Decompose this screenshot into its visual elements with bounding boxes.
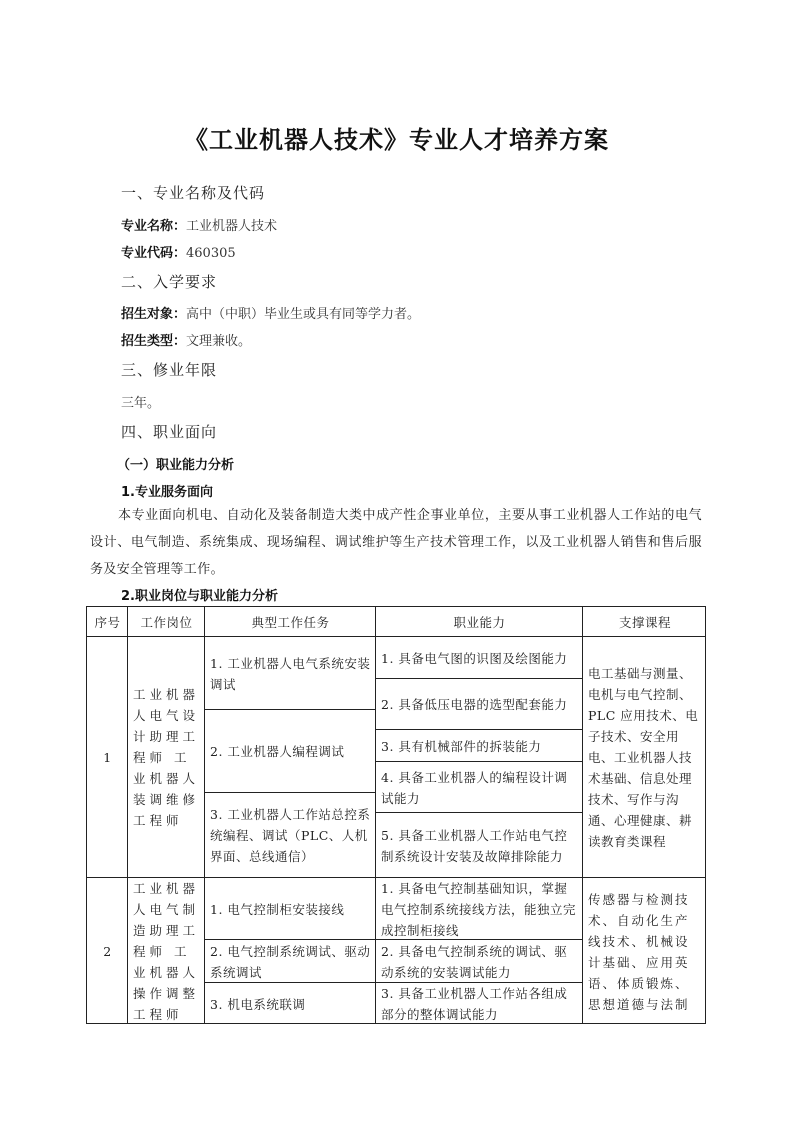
table-row-2-courses: 传感器与检测技术、自动化生产线技术、机械设计基础、应用英语、体质锻炼、思想道德与法制 [588,891,690,1012]
table-row-2-task-3: 3. 机电系统联调 [210,996,306,1012]
table-divider [582,607,583,1023]
major-name-value: 工业机器人技术 [186,219,278,234]
page-title: 《工业机器人技术》专业人才培养方案 [184,125,609,154]
table-divider [87,877,705,878]
table-row-1-ability-3: 3. 具有机械部件的拆装能力 [381,738,542,754]
table-divider [375,729,583,730]
table-divider [87,636,705,637]
table-row-2-ability-2: 2. 具备电气控制系统的调试、驱动系统的安装调试能力 [381,943,568,980]
table-row-1-ability-2: 2. 具备低压电器的选型配套能力 [381,697,568,712]
table-row-1-task-2: 2. 工业机器人编程调试 [210,744,345,759]
table-divider [375,812,583,813]
table-row-1-no: 1 [103,750,112,765]
major-name-line [121,215,277,234]
enroll-target-line [121,303,420,322]
table-row-2-posts: 工业机器人电气制造助理工程师 工业机器人操作调整工程师 [133,881,200,1022]
table-header-post: 工作岗位 [140,614,193,630]
enroll-type-label: 招生类型： [121,334,187,349]
table-row-1-ability-1: 1. 具备电气图的识图及绘图能力 [381,650,568,666]
table-divider [204,607,205,1023]
table-row-2-task-1: 1. 电气控制柜安装接线 [210,901,345,917]
enroll-target-label: 招生对象： [121,307,187,322]
duration-value: 三年。 [121,396,161,411]
table-divider [375,761,583,762]
table-row-1-task-3: 3. 工业机器人工作站总控系统编程、调试（PLC、人机界面、总线通信） [210,807,371,864]
table-divider [204,792,376,793]
table-header-no: 序号 [94,614,121,630]
enroll-type-line [121,330,251,349]
table-row-1-ability-5: 5. 具备工业机器人工作站电气控制系统设计安装及故障排除能力 [381,827,568,864]
major-name-label: 专业名称： [121,219,187,234]
table-row-1-courses: 电工基础与测量、电机与电气控制、PLC 应用技术、电子技术、安全用电、工业机器人技术基础、信息处理技术、写作与沟通、心理健康、耕读教育类课程 [588,666,699,849]
table-row-1-ability-4: 4. 具备工业机器人的编程设计调试能力 [381,769,568,806]
table-divider [375,678,583,679]
table-divider [204,982,583,983]
major-code-value: 460305 [186,246,236,261]
table-header-task: 典型工作任务 [251,614,330,630]
section-heading-career: 四、职业面向 [121,423,218,441]
table-row-1-task-1: 1. 工业机器人电气系统安装调试 [210,655,371,692]
major-code-label: 专业代码： [121,246,187,261]
section-heading-major-code: 一、专业名称及代码 [121,184,266,202]
table-header-course: 支撑课程 [618,614,671,630]
table-row-2-ability-1: 1. 具备电气控制基础知识，掌握电气控制系统接线方法，能独立完成控制柜接线 [381,880,577,938]
table-header-ability: 职业能力 [453,614,506,630]
post-ability-table [86,606,706,1024]
table-row-2-ability-3: 3. 具备工业机器人工作站各组成部分的整体调试能力 [381,986,568,1022]
section-heading-duration: 三、修业年限 [121,361,218,379]
major-code-line [121,242,236,261]
table-row-2-task-2: 2. 电气控制系统调试、驱动系统调试 [210,943,371,980]
table-divider [375,607,376,1023]
table-divider [204,709,376,710]
table-divider [204,939,583,940]
section-heading-admission: 二、入学要求 [121,273,218,291]
subheading-ability-analysis: （一）职业能力分析 [117,458,235,473]
service-direction-paragraph: 本专业面向机电、自动化及装备制造大类中成产性企事业单位，主要从事工业机器人工作站的电气设计、电气制造、系统集成、现场编程、调试维护等生产技术管理工作，以及工业机器人销售和售后服务及安全管理等工作。 [90,508,702,577]
table-divider [127,607,128,1023]
subheading-post-ability: 2.职业岗位与职业能力分析 [121,589,278,604]
subheading-service-direction: 1.专业服务面向 [121,485,213,500]
table-row-2-no: 2 [103,944,112,959]
table-row-1-posts: 工业机器人电气设计助理工程师 工业机器人装调维修工程师 [133,687,200,828]
enroll-type-value: 文理兼收。 [186,334,252,349]
enroll-target-value: 高中（中职）毕业生或具有同等学力者。 [186,307,421,322]
